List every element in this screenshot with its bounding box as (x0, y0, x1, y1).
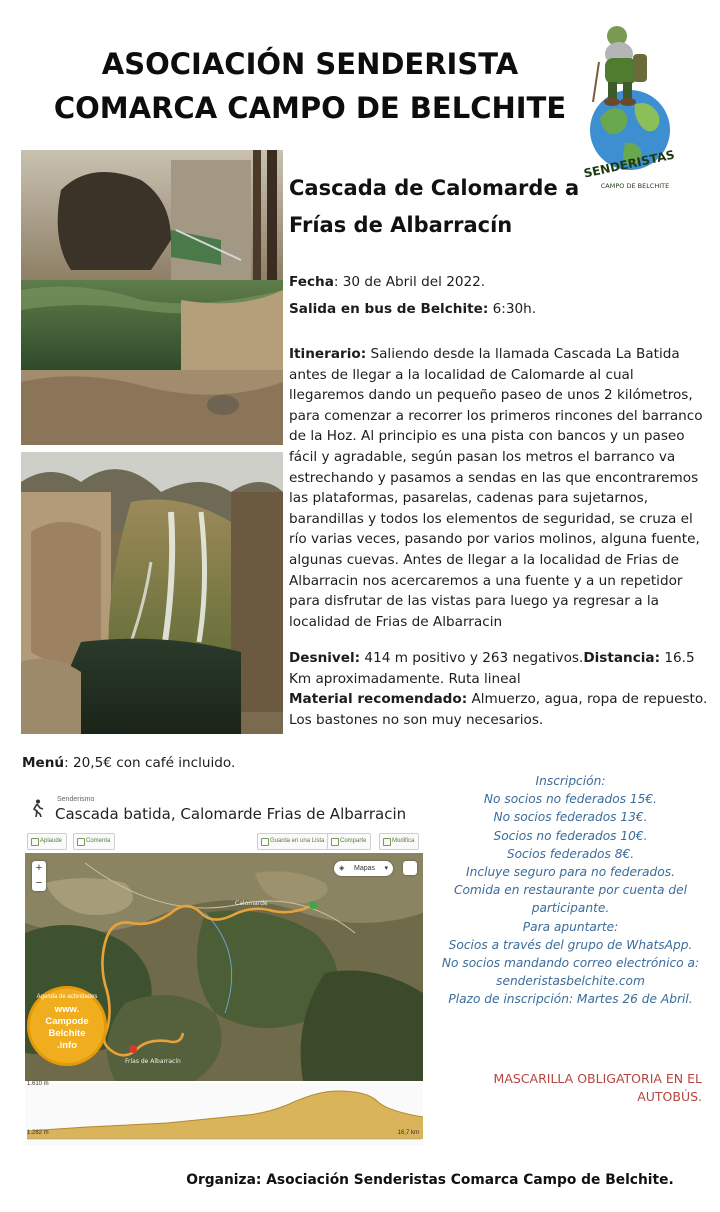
share-icon (331, 838, 339, 846)
map-route-title: Cascada batida, Calomarde Frias de Albarracin (55, 805, 407, 823)
chevron-down-icon: ▾ (384, 865, 388, 872)
map-layer-selector[interactable]: ◈ Mapas ▾ (334, 861, 393, 876)
applaud-icon (31, 838, 39, 846)
menu-label: Menú (22, 755, 65, 771)
photo-cave-river (21, 150, 283, 445)
registration-info (428, 772, 713, 1009)
logo-subtext: CAMPO DE BELCHITE (600, 182, 670, 190)
logo-wordmark: SENDERISTAS (582, 147, 676, 181)
signup-heading: Para apuntarte: (522, 919, 619, 934)
departure-value: 6:30h. (488, 301, 537, 317)
edit-icon (383, 838, 391, 846)
cave-river-photo-icon (21, 150, 283, 445)
material-label: Material recomendado: (289, 691, 468, 707)
route-map-card (25, 793, 423, 1145)
elevation-label: Desnivel: (289, 650, 361, 666)
route-title-line-1: Cascada de Calomarde a (289, 176, 580, 200)
satellite-map[interactable] (25, 853, 423, 1081)
price-line: No socios federados 13€. (493, 810, 648, 825)
price-line: Socios no federados 10€. (493, 828, 648, 843)
elevation-profile (25, 1083, 423, 1145)
signup-deadline: Plazo de inscripción: Martes 26 de Abril. (448, 992, 693, 1007)
zoom-out-icon[interactable]: − (35, 877, 43, 889)
distance-label: Distancia: (583, 650, 661, 666)
town-label-calomarde: Calomarde (235, 900, 268, 907)
menu-line (22, 753, 322, 774)
signup-nonmembers: No socios mandando correo electrónico a: senderistasbelchite.com (441, 956, 700, 989)
zoom-control[interactable] (32, 861, 46, 891)
campodebelchite-badge: www. Campode Belchite .info Agenda de actividades (27, 986, 107, 1066)
applaud-button[interactable]: Aplaude (27, 833, 67, 850)
save-to-list-button[interactable]: Guarda en una Lista (257, 833, 329, 850)
association-title (40, 42, 580, 130)
route-title-line-2: Frías de Albarracín (289, 213, 513, 237)
price-line: Socios federados 8€. (506, 846, 635, 861)
signup-members: Socios a través del grupo de WhatsApp. (448, 937, 693, 952)
distance-value: 16.5 Km aproximadamente. Ruta lineal (289, 650, 695, 687)
date-line (289, 272, 709, 293)
title-line-1: ASOCIACIÓN SENDERISTA (101, 47, 519, 81)
registration-heading: Inscripción: (535, 774, 606, 788)
waterfall-photo-icon (21, 452, 283, 734)
meal-line: Comida en restaurante por cuenta del participante. (453, 883, 688, 916)
activity-type: Senderismo (57, 796, 95, 803)
departure-label: Salida en bus de Belchite: (289, 301, 489, 317)
route-title (289, 170, 709, 244)
menu-value: : 20,5€ con café incluido. (64, 755, 236, 771)
itinerary-paragraph (289, 344, 707, 632)
bookmark-icon (261, 838, 269, 846)
insurance-line: Incluye seguro para no federados. (466, 865, 675, 880)
layers-icon: ◈ (338, 865, 345, 872)
elevation-profile-chart-icon (25, 1083, 423, 1145)
edit-button[interactable]: Modifica (379, 833, 419, 850)
itinerary-label: Itinerario: (289, 346, 367, 362)
price-line: No socios no federados 15€. (483, 792, 658, 807)
town-label-frias: Frías de Albarracín (125, 1058, 181, 1065)
comment-icon (77, 838, 85, 846)
zoom-in-icon[interactable]: + (35, 862, 43, 874)
comment-button[interactable]: Comenta (73, 833, 115, 850)
elevation-value: 414 m positivo y 263 negativos. (360, 650, 584, 666)
organizer-footer: Organiza: Asociación Senderistas Comarca Campo de Belchite. (186, 1172, 674, 1188)
departure-line (289, 299, 709, 320)
photo-waterfall (21, 452, 283, 734)
itinerary-text: Saliendo desde la llamada Cascada La Batida antes de llegar a la localidad de Calomarde al cual llegaremos dando un pequeño paseo de unos 2 kilómetros, para comenzar a recorrer los primeros rincones del barranco de la Hoz. Al principio es una pista con bancos y un paseo fácil y agradable, según pasan los metros el barranco va estrechando y pasamos a sendas en las que encontraremos las plataformas, pasarelas, cadenas para sujetarnos, barandillas y todos los elementos de seguridad, se cruza el río varias veces, pasando por varios molinos, alguna fuente, algunas cuevas. Antes de llegar a la localidad de Frias de Albarracin nos acercaremos a una fuente y a un repetidor para disfrutar de las vistas para luego ya regresar a la localidad de Frias de Albarracin (289, 346, 703, 630)
hiking-icon (29, 799, 45, 817)
share-button[interactable]: Comparte (327, 833, 371, 850)
badge-ring-text: Agenda de actividades (36, 994, 98, 1000)
elevation-min-label: 1.282 m (27, 1130, 49, 1136)
date-value: : 30 de Abril del 2022. (333, 274, 486, 290)
elevation-distance-line (289, 648, 709, 689)
material-line (289, 689, 709, 730)
mask-notice: MASCARILLA OBLIGATORIA EN EL AUTOBÚS. (493, 1071, 702, 1104)
date-label: Fecha (289, 274, 334, 290)
fullscreen-icon[interactable] (403, 861, 417, 875)
distance-end-label: 16,7 km (397, 1130, 419, 1136)
material-value: Almuerzo, agua, ropa de repuesto. Los bastones no son muy necesarios. (289, 691, 708, 728)
title-line-2: COMARCA CAMPO DE BELCHITE (53, 91, 567, 125)
elevation-max-label: 1.610 m (27, 1081, 49, 1087)
